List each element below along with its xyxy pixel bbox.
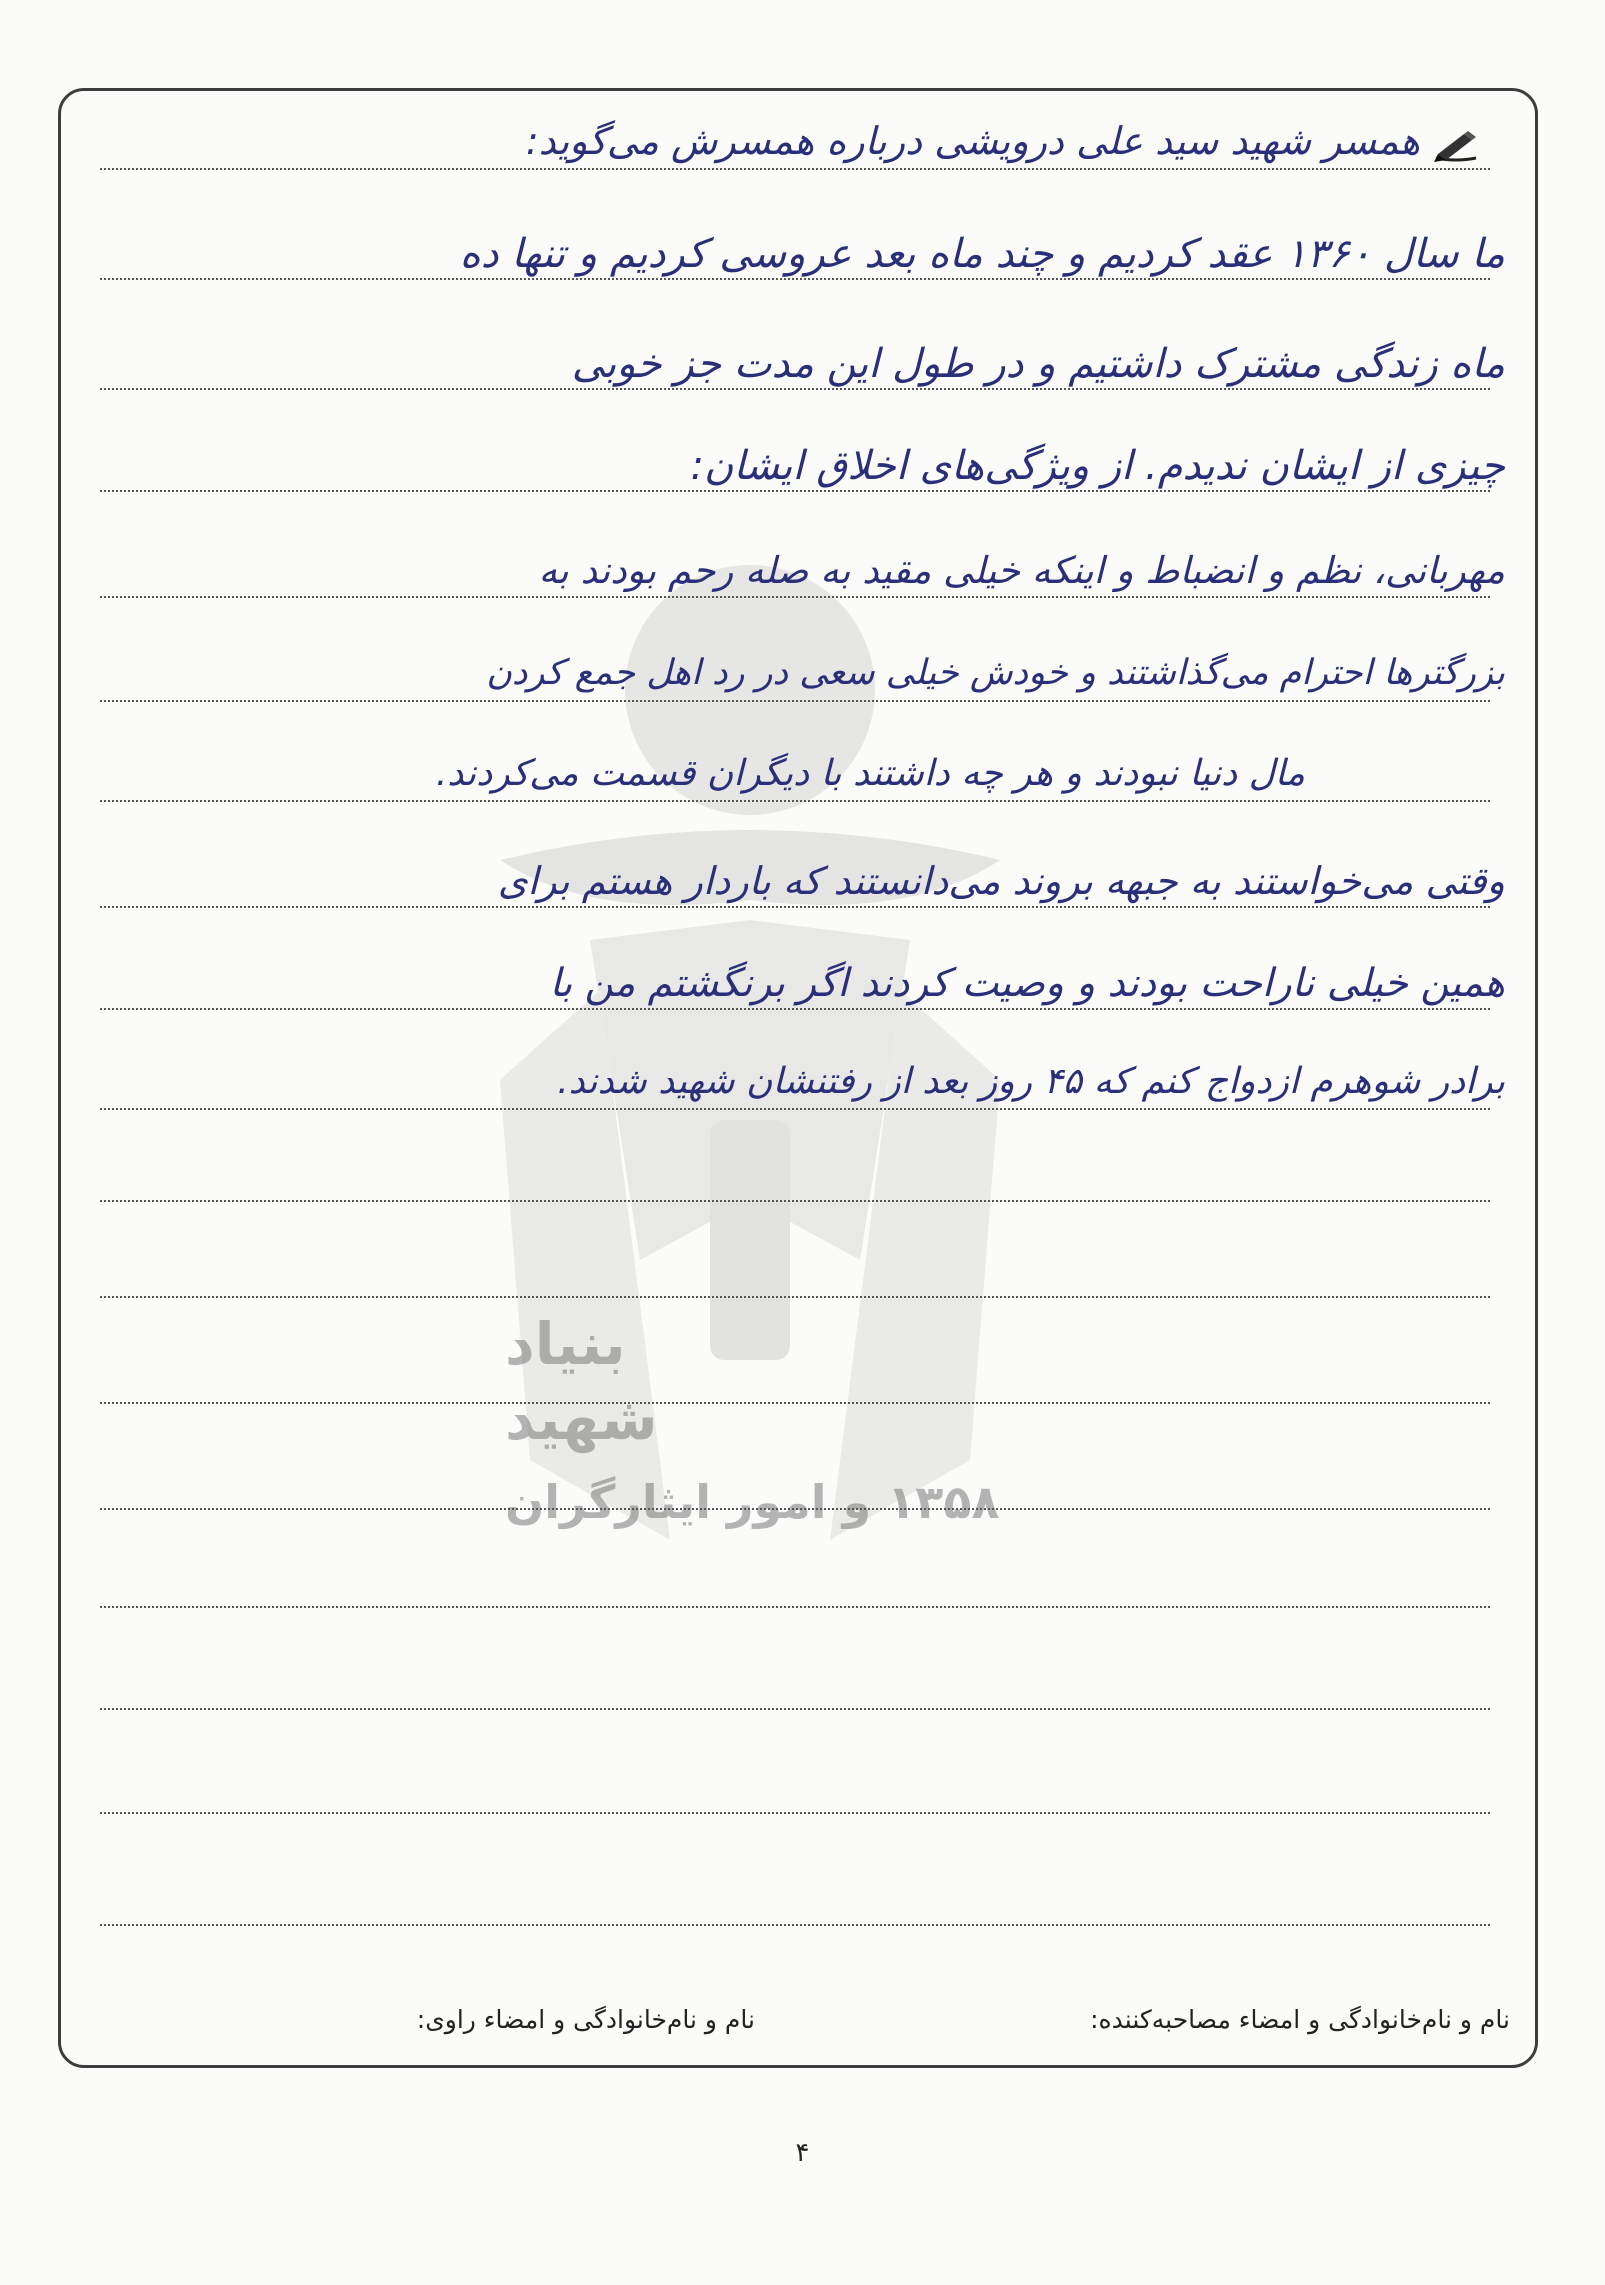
page-number: ۴ (795, 2138, 810, 2168)
writing-rule (100, 1402, 1490, 1404)
handwritten-line-4: چیزی از ایشان ندیدم. از ویژگی‌های اخلاق ایشان: (690, 443, 1505, 489)
writing-rule (100, 1812, 1490, 1814)
writing-rule (100, 168, 1490, 170)
writing-rule (100, 1200, 1490, 1202)
writing-rule (100, 906, 1490, 908)
writing-rule (100, 1508, 1490, 1510)
writing-rule (100, 278, 1490, 280)
writing-rule (100, 700, 1490, 702)
writing-rule (100, 1296, 1490, 1298)
writing-rule (100, 1008, 1490, 1010)
handwritten-line-6: بزرگترها احترام می‌گذاشتند و خودش خیلی سعی در رد اهل جمع کردن (486, 653, 1505, 693)
handwritten-line-1: همسر شهید سید علی درویشی درباره همسرش می‌گوید: (525, 119, 1420, 163)
handwritten-line-9: همین خیلی ناراحت بودند و وصیت کردند اگر برنگشتم من با (549, 961, 1505, 1006)
watermark-title-2: شهید (505, 1385, 658, 1453)
writing-rule (100, 800, 1490, 802)
writing-rule (100, 1108, 1490, 1110)
pencil-icon (1430, 128, 1482, 166)
writing-rule (100, 1708, 1490, 1710)
handwritten-line-8: وقتی می‌خواستند به جبهه بروند می‌دانستند که باردار هستم برای (497, 859, 1505, 903)
writing-rule (100, 596, 1490, 598)
handwritten-line-5: مهربانی، نظم و انضباط و اینکه خیلی مقید به صله رحم بودند به (538, 549, 1505, 592)
narrator-signature-label: نام و نام‌خانوادگی و امضاء راوی: (416, 2005, 755, 2034)
writing-rule (100, 388, 1490, 390)
handwritten-line-10: برادر شوهرم ازدواج کنم که ۴۵ روز بعد از رفتنشان شهید شدند. (557, 1061, 1505, 1102)
writing-rule (100, 1606, 1490, 1608)
watermark-subtitle: ۱۳۵۸ و امور ایثارگران (505, 1475, 1000, 1529)
handwritten-line-7: مال دنیا نبودند و هر چه داشتند با دیگران قسمت می‌کردند. (435, 753, 1305, 794)
writing-rule (100, 1924, 1490, 1926)
writing-rule (100, 490, 1490, 492)
watermark-title-1: بنیاد (505, 1310, 626, 1378)
handwritten-line-3: ماه زندگی مشترک داشتیم و در طول این مدت جز خوبی (571, 341, 1505, 387)
handwritten-line-2: ما سال ۱۳۶۰ عقد کردیم و چند ماه بعد عروسی کردیم و تنها ده (459, 231, 1505, 277)
interviewer-signature-label: نام و نام‌خانوادگی و امضاء مصاحبه‌کننده: (1090, 2005, 1510, 2034)
